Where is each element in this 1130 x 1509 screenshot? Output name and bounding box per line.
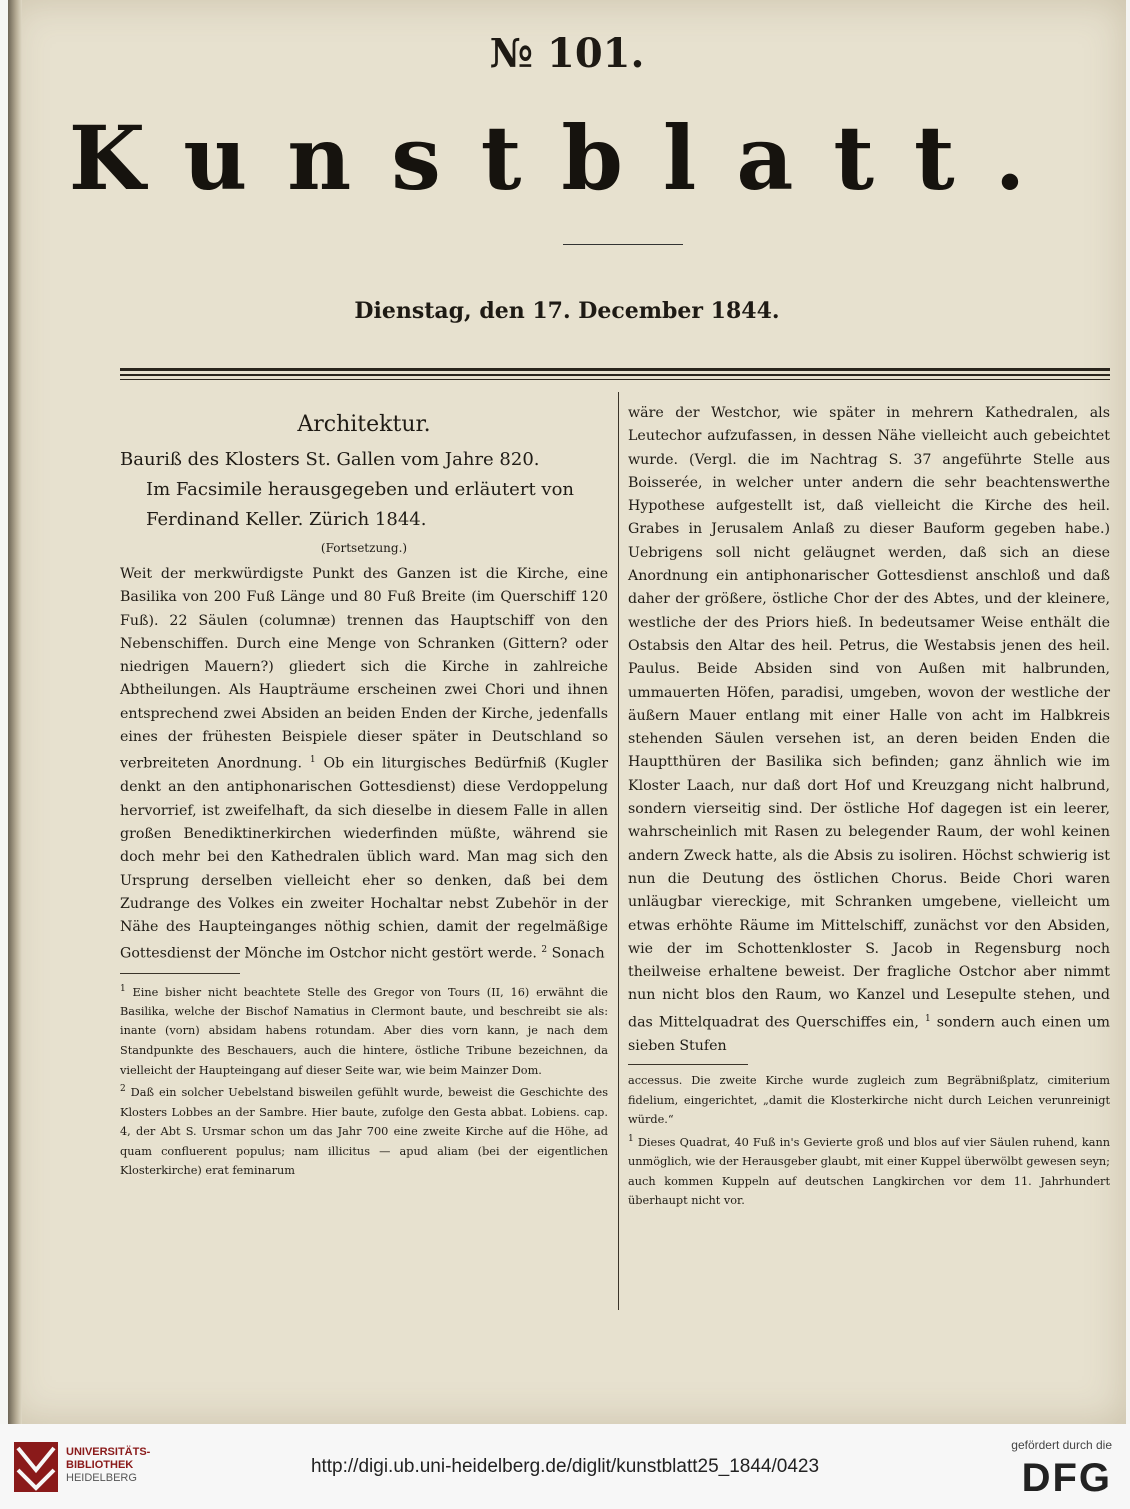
header-rule-thin: [120, 379, 1110, 380]
right-footnote-rule: [628, 1064, 748, 1065]
header-rule-middle: [120, 374, 1110, 376]
right-footnote-1-text: Dieses Quadrat, 40 Fuß in's Gevierte groß und blos auf vier Säulen ruhend, kann unmöglich, wie der Herausgeber glaubt, mit einer Kuppel überwölbt gewesen seyn; auch kommen Kuppeln auf deutschen Langkirchen vor dem 11. Jahrhundert überhaupt nicht vor.: [628, 1135, 1111, 1208]
left-column: [120, 412, 608, 1181]
right-body-part-1: wäre der Westchor, wie später in mehrern Kathedralen, als Leutechor aufzufassen, in dessen Nähe vielleicht auch gebeichtet wurde. (Vergl. die im Nachtrag S. 37 angeführte Stelle aus Boisserée, in welcher unter andern die sehr beachtenswerthe Hypothese aufgestellt ist, daß vielleicht die Kirche des heil. Grabes in Jerusalem Anlaß zu dieser Bauform gegeben habe.) Uebrigens soll nicht geläugnet werden, daß sich an diese Anordnung ein antiphonarischer Gottesdienst anschloß und daß daher der größere, östliche Chor der des Abtes, und der kleinere, westliche der des Priors hieß. In bedeutsamer Weise enthält die Ostabsis den Altar des heil. Petrus, die Westabsis jenen des heil. Paulus. Beide Absiden sind von Außen mit halbrunden, ummauerten Höfen, paradisi, umgeben, wovon der westliche der äußern Mauer entlang mit einer Halle von acht im Halbkreis stehenden Säulen versehen ist, an deren beiden Enden die Hauptthüren der Basilika sich befinden; ganz ähnlich wie im Kloster Laach, nur daß dort Hof und Kreuzgang nicht halbrund, sondern vierseitig sind. Der östliche Hof dagegen ist ein leerer, wahrscheinlich mit Rasen zu belegender Raum, der wohl keinen andern Zweck hatte, als die Absis zu isoliren. Höchst schwierig ist nun die Deutung des östlichen Chorus. Beide Chori waren unläugbar viereckige, mit Schranken umgebene, vielleicht um etwas erhöhte Räume im Mittelschiff, zunächst vor den Absiden, wie der im Schottenkloster S. Jacob in Regensburg noch theilweise erhaltene beweist. Der fragliche Ostchor aber nimmt nun nicht blos den Raum, wo Kanzel und Lesepulte stehen, und das Mittelquadrat des Querschiffes ein,: [628, 405, 1110, 1031]
title-line-1: Bauriß des Klosters St. Gallen vom Jahre 820.: [120, 449, 540, 470]
footnote-ref-1: 1: [309, 755, 316, 766]
library-line-1: UNIVERSITÄTS-: [66, 1446, 151, 1458]
right-footnote-1: [628, 1130, 1110, 1211]
column-divider: [618, 392, 619, 1310]
footnote-2-text: Daß ein solcher Uebelstand bisweilen gefühlt wurde, beweist die Geschichte des Klosters Lobbes an der Sambre. Hier baute, zufolge den Gesta abbat. Lobiens. cap. 4, der Abt S. Ursmar schon um das Jahr 700 eine zweite Kirche auf die Höhe, ad quam confluerent populus; nam illicitus — apud aliam (bei der eigentlichen Klosterkirche) erat feminarum: [120, 1086, 608, 1178]
left-body-part-1: Weit der merkwürdigste Punkt des Ganzen ist die Kirche, eine Basilika von 200 Fuß Länge und 80 Fuß Breite (im Querschiff 120 Fuß). 22 Säulen (columnæ) trennen das Hauptschiff von den Nebenschiffen. Durch eine Menge von Schranken (Gittern? oder niedrigen Mauern?) gliedert sich die Kirche in zahlreiche Abtheilungen. Als Haupträume erscheinen zwei Chori und ihnen entsprechend zwei Absiden an beiden Enden der Kirche, jedenfalls eines der frühesten Beispiele dieser später in Deutschland so verbreiteten Anordnung.: [120, 566, 608, 773]
footnote-continuation: accessus. Die zweite Kirche wurde zugleich zum Begräbnißplatz, cimiterium fidelium, eingerichtet, „damit die Klosterkirche nicht durch Leichen verunreinigt würde.“: [628, 1074, 1110, 1127]
dfg-logo: DFG: [1021, 1456, 1112, 1500]
right-body-text: [628, 402, 1110, 1058]
masthead-rule: [563, 244, 683, 245]
right-body-part-2: sondern auch einen um sieben Stufen: [628, 1014, 1110, 1054]
footnote-ref-2: 2: [541, 945, 548, 956]
right-footnote-1-mark: 1: [628, 1133, 634, 1144]
viewer-footer: [0, 1424, 1130, 1509]
footnote-1-mark: 1: [120, 983, 126, 994]
library-line-2: BIBLIOTHEK: [66, 1459, 134, 1471]
page-binding-edge: [8, 0, 22, 1424]
footnote-2: [120, 1080, 608, 1181]
funding-label: gefördert durch die: [1011, 1438, 1112, 1452]
left-body-text: [120, 563, 608, 967]
footnote-1: [120, 980, 608, 1081]
title-line-2: Im Facsimile herausgegeben und erläutert von: [146, 479, 574, 500]
library-line-3: HEIDELBERG: [66, 1472, 137, 1484]
section-heading: Architektur.: [297, 412, 431, 437]
footnote-2-mark: 2: [120, 1084, 126, 1095]
title-line-3: Ferdinand Keller. Zürich 1844.: [146, 509, 427, 530]
article-title: [120, 445, 608, 535]
continuation-note: (Fortsetzung.): [320, 541, 408, 555]
scanned-page: [8, 0, 1126, 1424]
header-rule-thick: [120, 368, 1110, 371]
issue-number: № 101.: [489, 30, 645, 77]
masthead-title: Kunstblatt.: [68, 106, 1066, 210]
left-body-part-3: Sonach: [551, 946, 605, 963]
permalink-url[interactable]: http://digi.ub.uni-heidelberg.de/diglit/kunstblatt25_1844/0423: [310, 1456, 820, 1477]
right-column: [628, 402, 1110, 1211]
left-body-part-2: Ob ein liturgisches Bedürfniß (Kugler denkt an den antiphonarischen Gottesdienst) diese Verdoppelung hervorrief, ist zweifelhaft, da sich dieselbe in diesem Falle in allen großen Benediktinerkirchen wiederfinden müßte, während sie doch mehr bei den Kathedralen üblich ward. Man mag sich den Ursprung derselben vielleicht eher so denken, daß bei dem Zudrange des Volkes ein zweiter Hochaltar nebst Zubehör in der Nähe des Haupteinganges nöthig schien, damit der regelmäßige Gottesdienst der Mönche im Ostchor nicht gestört werde.: [120, 756, 608, 963]
footnote-1-text: Eine bisher nicht beachtete Stelle des Gregor von Tours (II, 16) erwähnt die Basilika, welche der Bischof Namatius in Clermont baute, und beschreibt sie als: inante (vorn) absidam habens rotundam. Aber dies vorn kann, je nach dem Standpunkte des Beschauers, auch die hintere, östliche Tribune bezeichnen, da vielleicht der Haupteingang auf dieser Seite war, wie beim Mainzer Dom.: [120, 985, 608, 1077]
issue-date: Dienstag, den 17. December 1844.: [354, 298, 780, 324]
right-footnote-ref-1: 1: [924, 1013, 931, 1024]
footnote-rule: [120, 973, 240, 974]
